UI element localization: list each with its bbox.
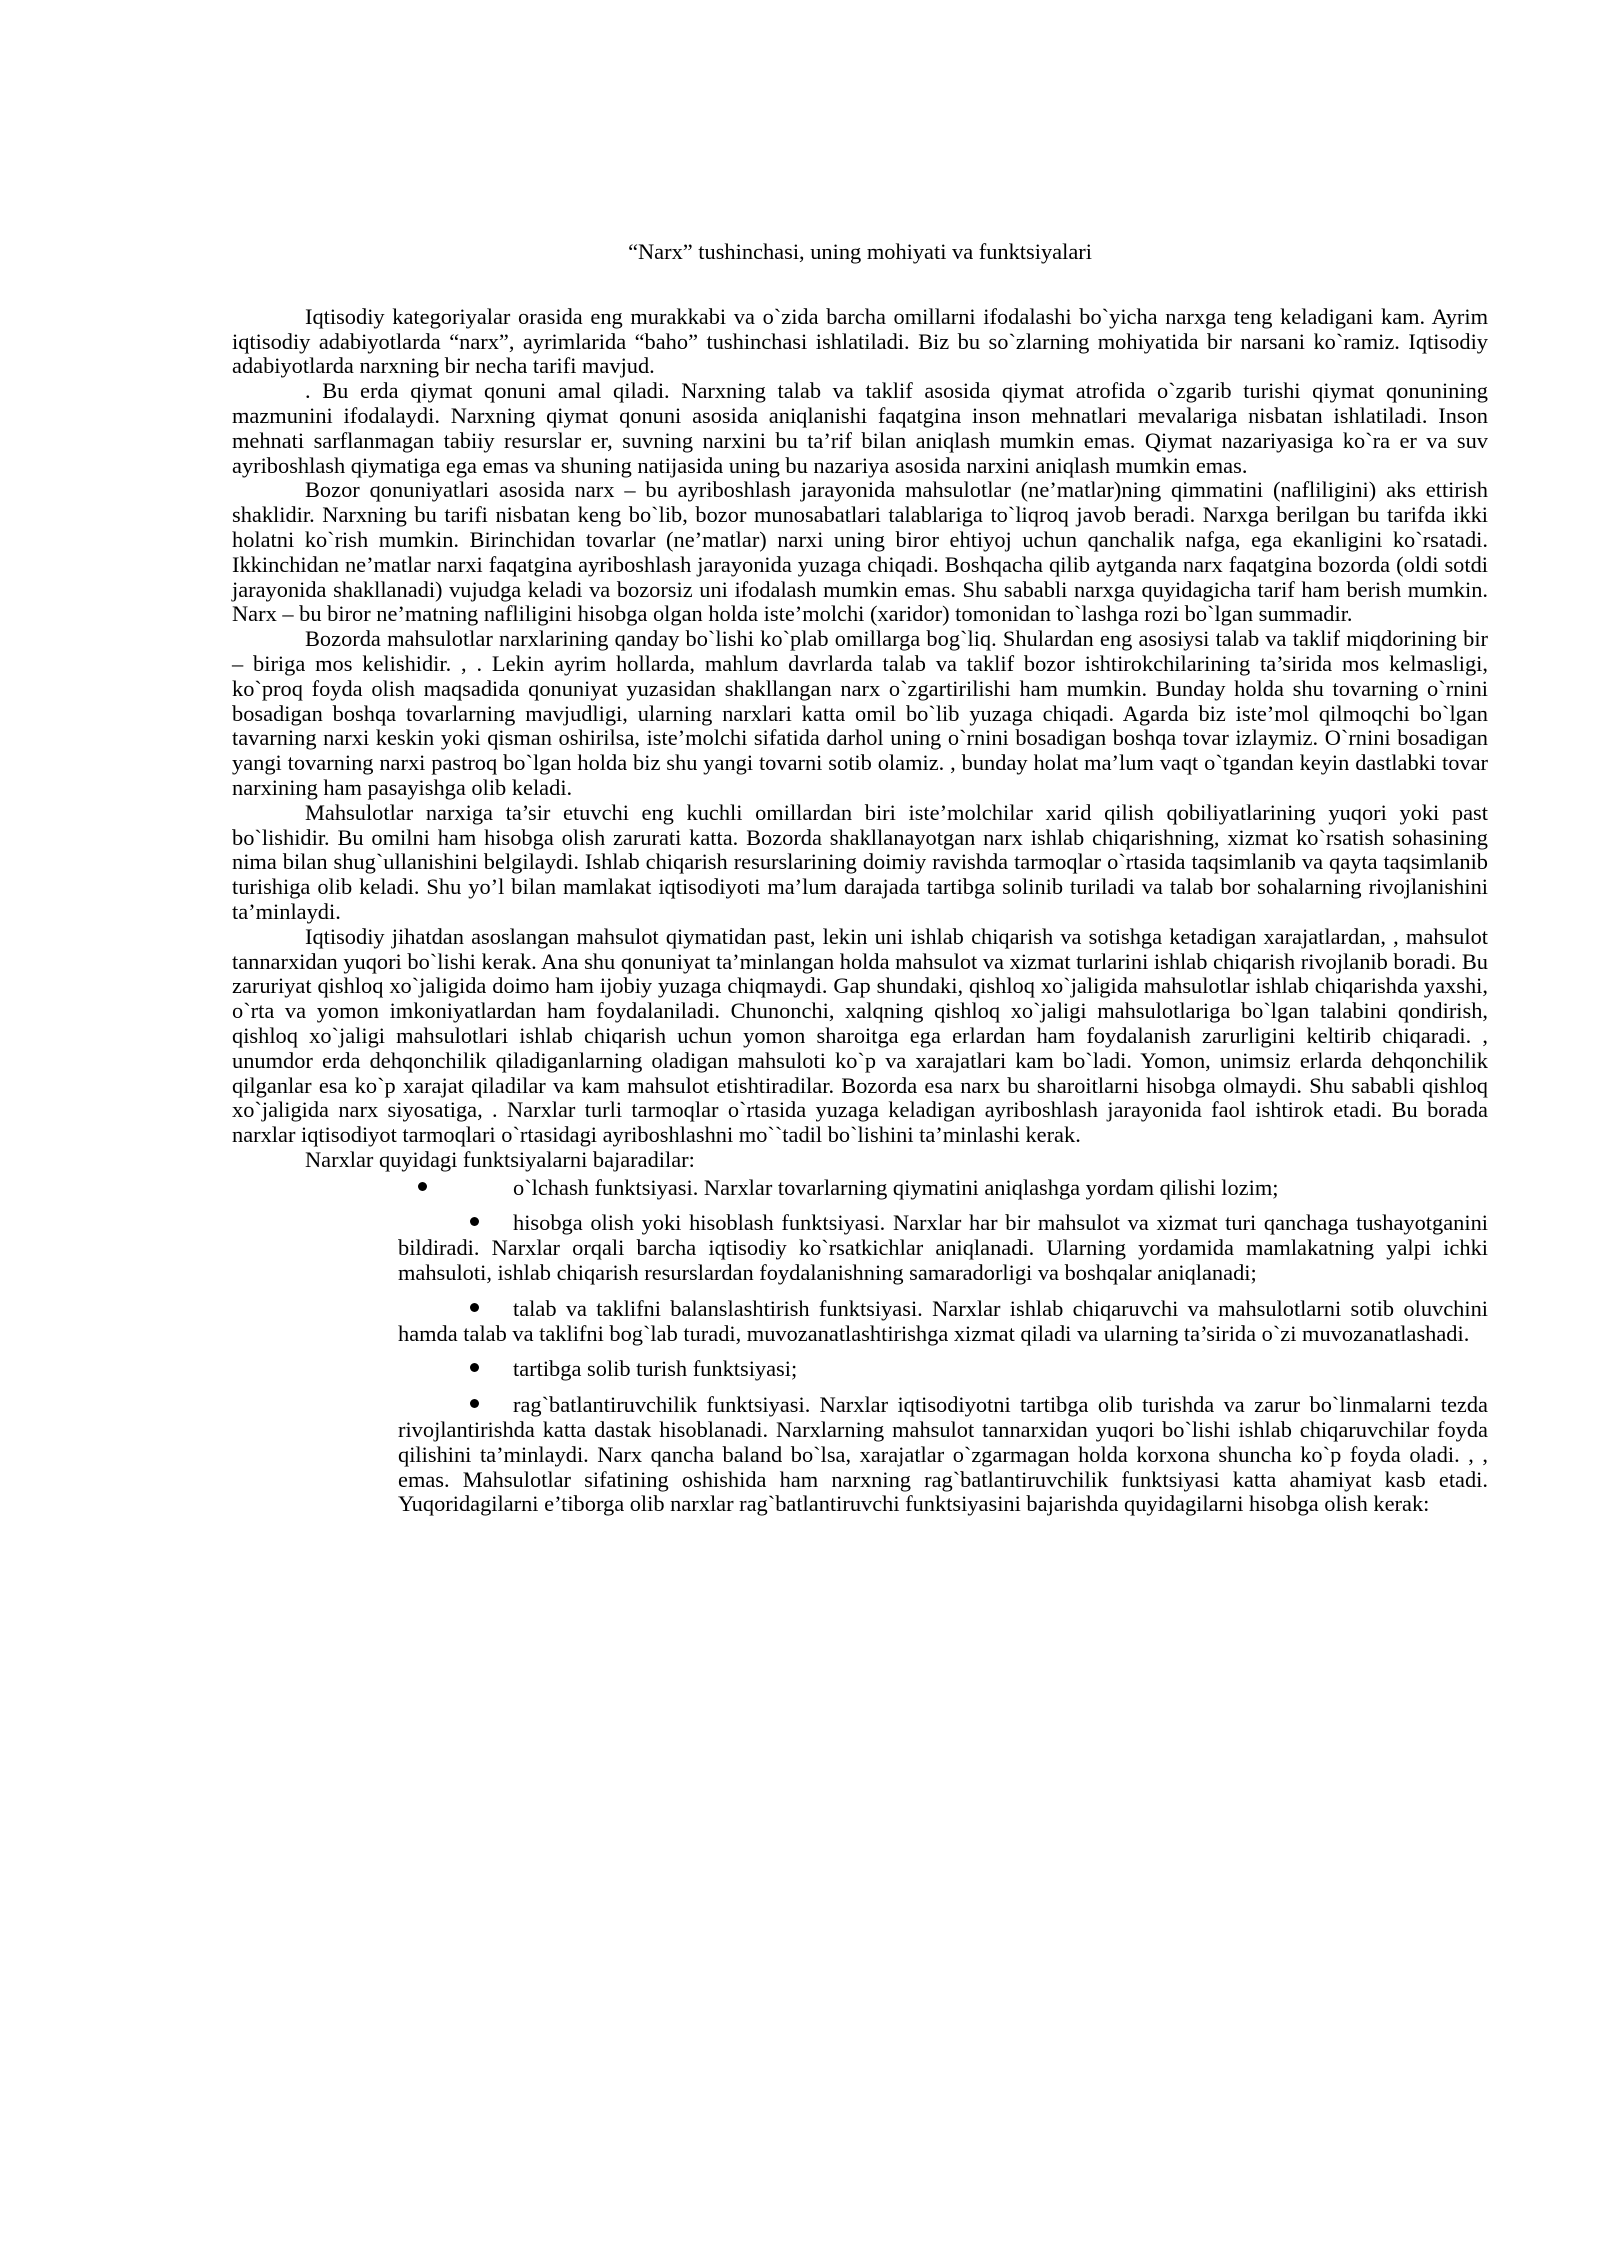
document-title: “Narx” tushinchasi, uning mohiyati va funktsiyalari [628,239,1092,264]
paragraph: Iqtisodiy kategoriyalar orasida eng murakkabi va o`zida barcha omillarni ifodalashi bo`yicha narxga teng keladigani kam. Ayrim iqtisodiy adabiyotlarda “narx”, ayrimlarida “baho” tushinchasi ishlatiladi. Biz bu so`zlarning mohiyatida bir narsani ko`ramiz. Iqtisodiy adabiyotlarda narxning bir necha tarifi mavjud. [232,303,1488,379]
bullet-icon [470,1363,479,1372]
list-item [398,1393,1488,1517]
list-item-text: o`lchash funktsiyasi. Narxlar tovarlarning qiymatini aniqlashga yordam qilishi lozim; [513,1174,1279,1200]
paragraph: Bozor qonuniyatlari asosida narx – bu ayriboshlash jarayonida mahsulotlar (ne’matlar)ning qimmatini (nafliligini) aks ettirish shaklidir. Narxning bu tarifi nisbatan keng bo`lib, bozor munosabatlari talablariga to`liqroq javob beradi. Narxga berilgan bu tarifda ikki holatni ko`rish mumkin. Birinchidan tovarlar (ne’matlar) narxi uning biror ehtiyoj uchun qanchalik nafga, ega ekanligini ko`rsatadi. Ikkinchidan ne’matlar narxi faqatgina ayriboshlash jarayonida yuzaga chiqadi. Boshqacha qilib aytganda narx faqatgina bozorda (oldi sotdi jarayonida shakllanadi) vujudga keladi va bozorsiz uni ifodalash mumkin emas. Shu sababli narxga quyidagicha tarif ham berish mumkin. Narx – bu biror ne’matning nafliligini hisobga olgan holda iste’molchi (xaridor) tomonidan to`lashga rozi bo`lgan summadir. [232,477,1488,627]
paragraph: Mahsulotlar narxiga ta’sir etuvchi eng kuchli omillardan biri iste’molchilar xarid qilish qobiliyatlarining yuqori yoki past bo`lishidir. Bu omilni ham hisobga olish zarurati katta. Bozorda shakllanayotgan narx ishlab chiqarishning, xizmat ko`rsatish sohasining nima bilan shug`ullanishini belgilaydi. Ishlab chiqarish resurslarining doimiy ravishda tarmoqlar o`rtasida taqsimlanib va qayta taqsimlanib turishiga olib keladi. Shu yo’l bilan mamlakat iqtisodiyoti ma’lum darajada tartibga solinib turiladi va talab bor sohalarning rivojlanishini ta’minlaydi. [232,799,1488,924]
bullet-icon [470,1303,479,1312]
paragraph: . Bu erda qiymat qonuni amal qiladi. Narxning talab va taklif asosida qiymat atrofida o`zgarib turishi qiymat qonunining mazmunini ifodalaydi. Narxning qiymat qonuni asosida aniqlanishi faqatgina inson mehnatlari mevalariga nisbatan ishlatiladi. Inson mehnati sarflanmagan tabiiy resurslar er, suvning narxini bu ta’rif bilan aniqlash mumkin emas. Qiymat nazariyasiga ko`ra er va suv ayriboshlash qiymatiga ega emas va shuning natijasida uning bu nazariya asosida narxini aniqlash mumkin emas. [232,378,1488,478]
bullet-icon [418,1182,427,1191]
list-item [398,1357,1488,1382]
list-item-text: hisobga olish yoki hisoblash funktsiyasi. Narxlar har bir mahsulot va xizmat turi qanchaga tushayotganini bildiradi. Narxlar orqali barcha iqtisodiy ko`rsatkichlar aniqlanadi. Ularning yordamida mamlakatning yalpi ichki mahsuloti, ishlab chiqarish resurslardan foydalanishning samaradorligi va boshqalar aniqlanadi; [398,1210,1488,1286]
paragraph: Iqtisodiy jihatdan asoslangan mahsulot qiymatidan past, lekin uni ishlab chiqarish va sotishga ketadigan xarajatlardan, , mahsulot tannarxidan yuqori bo`lishi kerak. Ana shu qonuniyat ta’minlangan holda mahsulot va xizmat turlarini ishlab chiqarish rivojlanib boradi. Bu zaruriyat qishloq xo`jaligida doimo ham ijobiy yuzaga chiqmaydi. Gap shundaki, qishloq xo`jaligida mahsulotlar ishlab chiqarishda yaxshi, o`rta va yomon imkoniyatlardan ham foydalaniladi. Chunonchi, xalqning qishloq xo`jaligi mahsulotlariga bo`lgan talabini qondirish, qishloq xo`jaligi mahsulotlari ishlab chiqarish uchun yomon sharoitga ega erlardan ham foydalanish zarurligini keltirib chiqaradi. , unumdor erda dehqonchilik qiladiganlarning oladigan mahsuloti ko`p va xarajatlari kam bo`ladi. Yomon, unimsiz erlarda dehqonchilik qilganlar esa ko`p xarajat qiladilar va kam mahsulot etishtiradilar. Bozorda esa narx bu sharoitlarni hisobga olmaydi. Shu sababli qishloq xo`jaligida narx siyosatiga, . Narxlar turli tarmoqlar o`rtasida yuzaga keladigan ayriboshlash jarayonida faol ishtirok etadi. Bu borada narxlar iqtisodiyot tarmoqlari o`rtasidagi ayriboshlashni mo``tadil bo`lishini ta’minlashi kerak. [232,923,1488,1148]
bullet-icon [470,1217,479,1226]
list-item [398,1297,1488,1347]
list-item-text: talab va taklifni balanslashtirish funktsiyasi. Narxlar ishlab chiqaruvchi va mahsulotlarni sotib oluvchini hamda talab va taklifni bog`lab turadi, muvozanatlashtirishga xizmat qiladi va ularning ta’sirida o`zi muvozanatlashadi. [398,1295,1488,1346]
list-item-text: rag`batlantiruvchilik funktsiyasi. Narxlar iqtisodiyotni tartibga olib turishda va zarur bo`linmalarni tezda rivojlantirishda katta dastak hisoblanadi. Narxlarning mahsulot tannarxidan yuqori bo`lishi ishlab chiqaruvchilar foyda qilishini ta’minlaydi. Narx qancha baland bo`lsa, xarajatlar o`zgarmagan holda korxona shuncha ko`p foyda oladi. , , emas. Mahsulotlar sifatining oshishida ham narxning rag`batlantiruvchilik funktsiyasi katta ahamiyat kasb etadi. Yuqoridagilarni e’tiborga olib narxlar rag`batlantiruvchi funktsiyasini bajarishda quyidagilarni hisobga olish kerak: [398,1392,1488,1517]
document-page [232,226,1488,1528]
bullet-icon [470,1399,479,1408]
list-item [398,1211,1488,1285]
paragraph: Bozorda mahsulotlar narxlarining qanday bo`lishi ko`plab omillarga bog`liq. Shulardan eng asosiysi talab va taklif miqdorining bir – biriga mos kelishidir. , . Lekin ayrim hollarda, mahlum davrlarda talab va taklif bozor ishtirokchilarining ta’sirida mos kelmasligi, ko`proq foyda olish maqsadida qonuniyat yuzasidan shakllangan narx o`zgartirilishi ham mumkin. Bunday holda shu tovarning o`rnini bosadigan boshqa tovarlarning mavjudligi, ularning narxlari katta omil bo`lib yuzaga chiqadi. Agarda biz iste’mol qilmoqchi bo`lgan tavarning narxi keskin yoki qisman oshirilsa, iste’molchi sifatida darhol uning o`rnini bosadigan boshqa tovar izlaymiz. O`rnini bosadigan yangi tovarning narxi pastroq bo`lgan holda biz shu yangi tovarni sotib olamiz. , bunday holat ma’lum vaqt o`tgandan keyin dastlabki tovar narxining ham pasayishga olib keladi. [232,626,1488,800]
paragraph: Narxlar quyidagi funktsiyalarni bajaradilar: [305,1146,695,1172]
list-item [398,1176,1488,1201]
list-item-text: tartibga solib turish funktsiyasi; [513,1356,798,1382]
functions-list [232,1176,1488,1518]
